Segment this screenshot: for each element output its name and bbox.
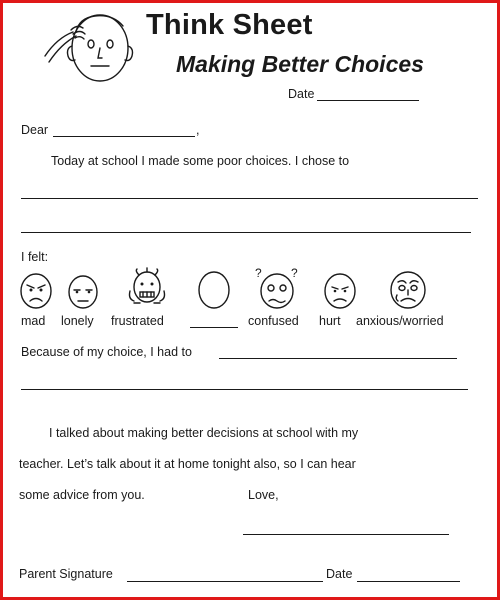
consequence-line-1[interactable] [219,358,457,359]
feeling-label-mad: mad [21,314,46,328]
page-title: Think Sheet [146,9,313,41]
lonely-face-icon [66,273,100,311]
recipient-field-line[interactable] [53,136,195,137]
feeling-label-lonely: lonely [61,314,94,328]
greeting-label: Dear [21,123,49,137]
feelings-label: I felt: [21,250,49,264]
thinking-head-icon [43,8,143,90]
choice-line-1[interactable] [21,198,478,199]
love-label: Love, [248,488,279,502]
closing-text-2: teacher. Let’s talk about it at home tonight also, so I can hear [19,457,356,471]
anxious-face-icon [388,269,428,311]
hurt-face-icon [322,271,358,311]
mad-face-icon [18,271,54,311]
feeling-blank-line[interactable] [190,327,238,328]
frustrated-face-icon [125,267,169,311]
feeling-label-frustrated: frustrated [111,314,164,328]
svg-text:?: ? [291,266,298,280]
page-subtitle: Making Better Choices [176,51,424,77]
svg-text:?: ? [255,266,262,280]
confused-face-icon [253,265,301,311]
footer-date-label: Date [326,567,353,581]
parent-signature-label: Parent Signature [19,567,113,581]
choice-line-2[interactable] [21,232,471,233]
footer-date-line[interactable] [357,581,460,582]
closing-text-3: some advice from you. [19,488,145,502]
greeting-comma: , [196,123,200,137]
date-field-line[interactable] [317,100,419,101]
closing-text-1: I talked about making better decisions at school with my [49,426,359,440]
consequence-line-2[interactable] [21,389,468,390]
feeling-label-confused: confused [248,314,299,328]
intro-text: Today at school I made some poor choices. I chose to [51,154,350,168]
blank-face-icon [196,269,232,311]
date-label: Date [288,87,315,101]
consequence-label: Because of my choice, I had to [21,345,192,359]
feeling-label-hurt: hurt [319,314,341,328]
child-signature-line[interactable] [243,534,449,535]
parent-signature-line[interactable] [127,581,323,582]
feeling-label-anxious: anxious/worried [356,314,444,328]
